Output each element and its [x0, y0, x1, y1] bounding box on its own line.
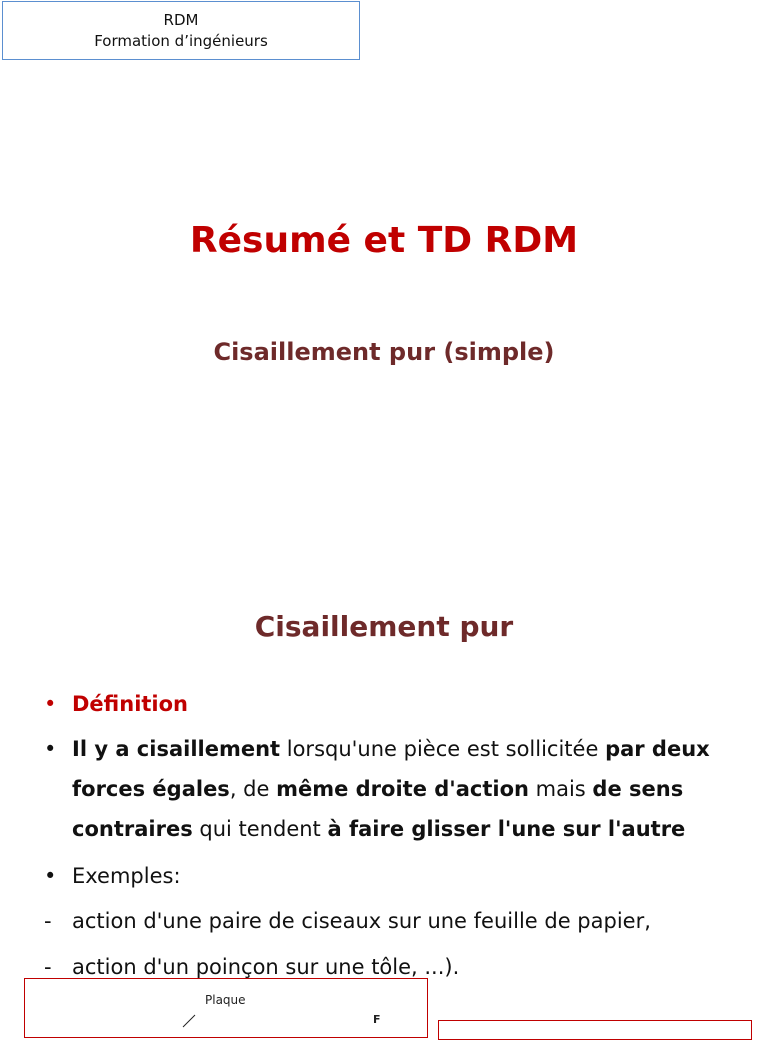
paragraph-text: même droite d'action — [276, 777, 529, 801]
examples-label: Exemples: — [72, 864, 181, 888]
subtitle: Cisaillement pur (simple) — [213, 338, 555, 366]
bullet-icon: • — [44, 864, 57, 888]
header-line-2: Formation d’ingénieurs — [94, 32, 268, 50]
header-line-1: RDM — [163, 11, 199, 29]
dash-icon: - — [44, 909, 52, 933]
definition-paragraph — [72, 729, 734, 849]
main-title: Résumé et TD RDM — [189, 220, 579, 261]
paragraph-text: Il y a cisaillement — [72, 737, 281, 761]
example-text: action d'un poinçon sur une tôle, ...). — [72, 955, 460, 979]
section-title: Cisaillement pur — [254, 610, 514, 643]
list-item-definition — [44, 684, 734, 724]
header-box — [2, 1, 360, 60]
figure-panel-right — [438, 1020, 752, 1040]
paragraph-text: mais — [528, 777, 593, 801]
bullet-icon: • — [44, 692, 57, 716]
leader-line-icon — [25, 979, 429, 1039]
list-item-examples — [44, 856, 734, 896]
paragraph-text: de sens contraires — [72, 777, 684, 841]
force-label: F — [373, 1013, 381, 1026]
figure-panel-left — [24, 978, 428, 1038]
definition-label: Définition — [72, 692, 189, 716]
paragraph-text: par deux forces égales — [72, 737, 710, 801]
bullet-icon: • — [44, 737, 57, 761]
list-item-example — [44, 901, 734, 941]
plaque-label: Plaque — [205, 993, 246, 1007]
paragraph-text: lorsqu'une pièce est sollicitée — [280, 737, 606, 761]
dash-icon: - — [44, 955, 52, 979]
list-item-paragraph — [44, 729, 734, 849]
paragraph-text: qui tendent — [192, 817, 328, 841]
paragraph-text: à faire glisser l'une sur l'autre — [327, 817, 686, 841]
example-text: action d'une paire de ciseaux sur une feuille de papier, — [72, 909, 651, 933]
paragraph-text: , de — [229, 777, 277, 801]
